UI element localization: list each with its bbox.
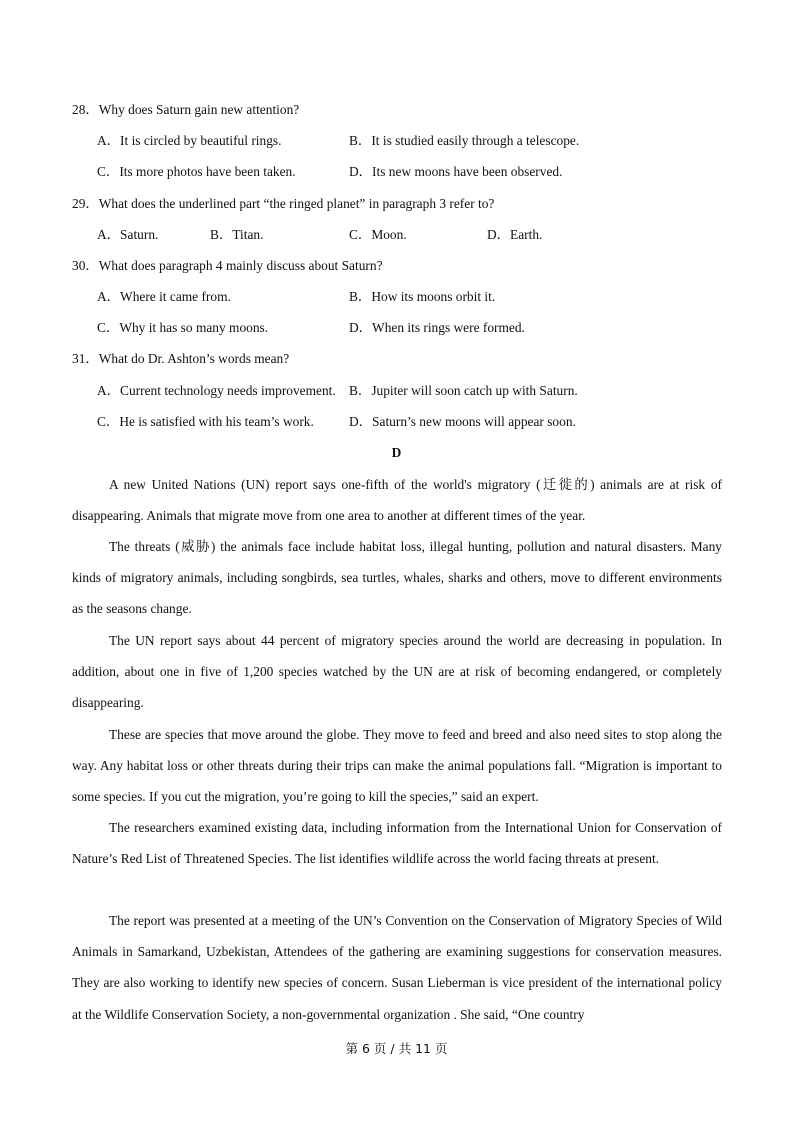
question-29-option-a: A．Saturn.: [97, 227, 159, 242]
question-29-option-d: D．Earth.: [487, 227, 543, 242]
passage-paragraph-5: The researchers examined existing data, including information from the International Union for Conservation of Nature’s Red List of Threatened Species. The list identifies wildlife across the world facing threats at present.: [72, 820, 722, 867]
question-30-option-c: C．Why it has so many moons.: [97, 320, 269, 335]
passage-paragraph-4: These are species that move around the globe. They move to feed and breed and also need sites to stop along the way. Any habitat loss or other threats during their trips can make the animal populations fall. “Migration is important to some species. If you cut the migration, you’re going to kill the species,” said an expert.: [72, 727, 722, 805]
question-31-option-c: C．He is satisfied with his team’s work.: [97, 414, 314, 429]
question-29-option-b: B．Titan.: [210, 227, 264, 242]
question-28-stem: 28．Why does Saturn gain new attention?: [72, 102, 300, 117]
question-28-option-c: C．Its more photos have been taken.: [97, 164, 296, 179]
question-29-option-c: C．Moon.: [349, 227, 407, 242]
passage-paragraph-1: A new United Nations (UN) report says one-fifth of the world's migratory (迁徙的) animals are at risk of disappearing. Animals that migrate move from one area to another at different times of the year.: [72, 477, 722, 524]
question-28-option-a: A．It is circled by beautiful rings.: [97, 133, 282, 148]
question-31-option-a: A．Current technology needs improvement.: [97, 383, 336, 398]
question-31-option-b: B．Jupiter will soon catch up with Saturn.: [349, 383, 578, 398]
question-30-option-a: A．Where it came from.: [97, 289, 231, 304]
question-31-option-d: D．Saturn’s new moons will appear soon.: [349, 414, 576, 429]
question-29-stem: 29．What does the underlined part “the ringed planet” in paragraph 3 refer to?: [72, 196, 495, 211]
section-heading: D: [391, 445, 402, 460]
passage-paragraph-6: The report was presented at a meeting of the UN’s Convention on the Conservation of Migratory Species of Wild Animals in Samarkand, Uzbekistan, Attendees of the gathering are examining suggestions for conservation measures. They are also working to identify new species of concern. Susan Lieberman is vice president of the international policy at the Wildlife Conservation Society, a non-governmental organization . She said, “One country: [72, 913, 722, 1022]
page-footer: 第 6 页 / 共 11 页: [345, 1041, 448, 1056]
question-28-option-b: B．It is studied easily through a telescope.: [349, 133, 580, 148]
question-30-stem: 30．What does paragraph 4 mainly discuss about Saturn?: [72, 258, 383, 273]
passage-paragraph-3: The UN report says about 44 percent of migratory species around the world are decreasing in population. In addition, about one in five of 1,200 species watched by the UN are at risk of becoming endangered, or completely disappearing.: [72, 633, 722, 711]
question-30-option-b: B．How its moons orbit it.: [349, 289, 496, 304]
passage-paragraph-2: The threats (威胁) the animals face include habitat loss, illegal hunting, pollution and natural disasters. Many kinds of migratory animals, including songbirds, sea turtles, whales, sharks and others, move to different environments as the seasons change.: [72, 539, 722, 617]
question-28-option-d: D．Its new moons have been observed.: [349, 164, 563, 179]
question-31-stem: 31．What do Dr. Ashton’s words mean?: [72, 351, 290, 366]
question-30-option-d: D．When its rings were formed.: [349, 320, 525, 335]
